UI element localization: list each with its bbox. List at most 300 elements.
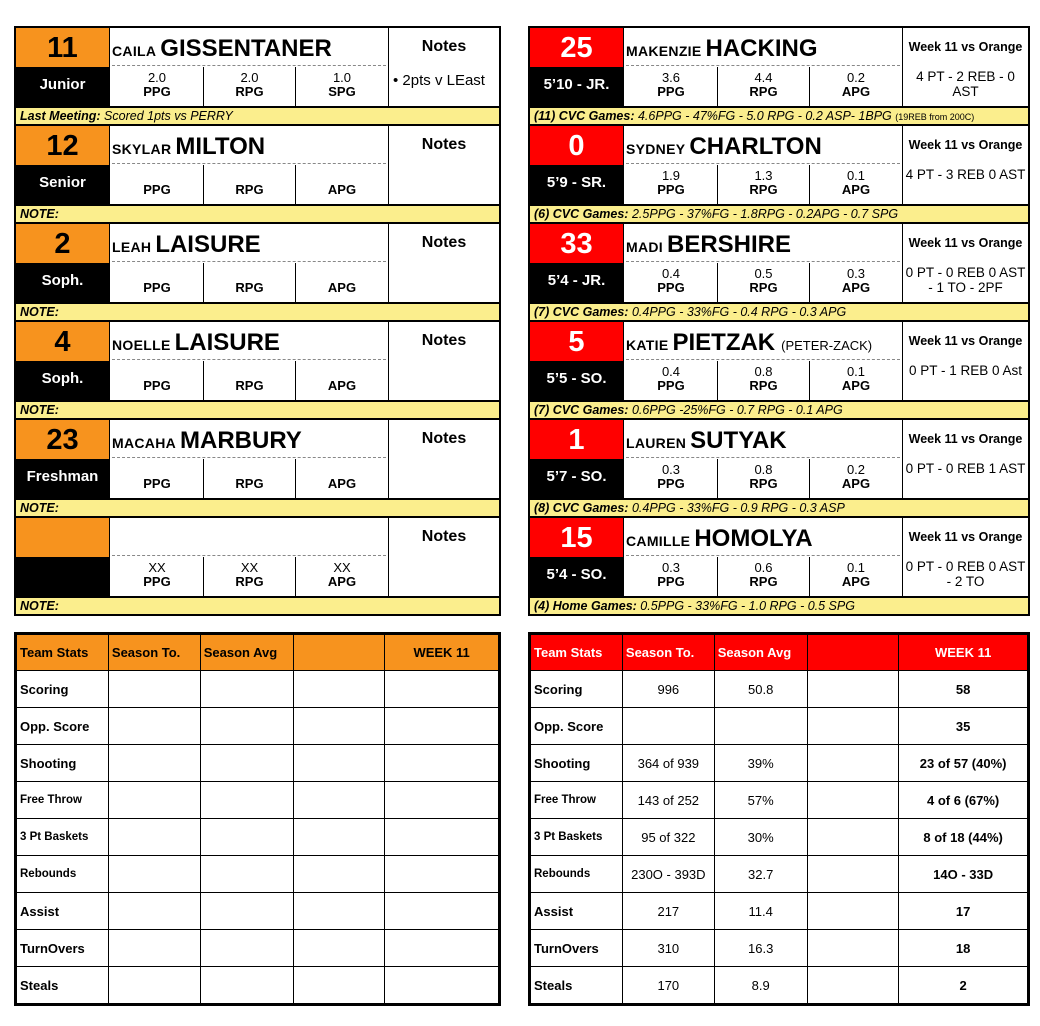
player-notes [388, 28, 499, 106]
note-label: NOTE: [20, 403, 59, 417]
team-stat-label: Free Throw [17, 782, 109, 819]
stat-label: PPG [143, 574, 171, 589]
team-stat-spacer [293, 856, 385, 893]
first-name: SKYLAR [112, 141, 172, 157]
note-label: NOTE: [20, 305, 59, 319]
player-name [112, 126, 386, 164]
team-stat-week: 17 [899, 893, 1028, 930]
stat-label: APG [327, 574, 357, 589]
player-card [16, 420, 499, 518]
player-card [530, 322, 1028, 420]
note-text: 0.4PPG - 33%FG - 0.9 RPG - 0.3 ASP [631, 501, 845, 515]
stat-value: XX [148, 560, 166, 575]
team-stat-label: TurnOvers [531, 930, 623, 967]
team-stat-spacer [293, 782, 385, 819]
jersey-number: 11 [16, 28, 110, 67]
team-stat-week [385, 930, 499, 967]
player-stat [111, 459, 204, 498]
notes-title: Week 11 vs Orange [908, 432, 1023, 446]
player-name [112, 224, 386, 262]
player-name [626, 126, 900, 164]
stat-value: 3.6 [661, 70, 681, 85]
stat-value [204, 463, 295, 477]
team-stat-week: 14O - 33D [899, 856, 1028, 893]
stat-value [111, 463, 203, 477]
team-stat-season-total [108, 782, 200, 819]
team-stat-season-total: 230O - 393D [622, 856, 714, 893]
stat-value: 0.1 [846, 168, 866, 183]
notes-body [389, 458, 499, 464]
stat-label: RPG [235, 476, 264, 491]
player-notes [902, 224, 1028, 302]
team-stat-spacer [293, 671, 385, 708]
team-stat-spacer [293, 745, 385, 782]
notes-body: 0 PT - 0 REB 0 AST - 2 TO [905, 559, 1026, 589]
team-stats-row [531, 856, 1028, 893]
team-stat-week: 23 of 57 (40%) [899, 745, 1028, 782]
jersey-number: 2 [16, 224, 110, 263]
player-class: Soph. [16, 263, 110, 302]
team-stats-header [531, 635, 1028, 671]
right-team-stats-table [528, 632, 1030, 1006]
team-stat-season-total: 95 of 322 [622, 819, 714, 856]
stat-value: 2.0 [240, 70, 259, 85]
team-stat-season-total: 996 [622, 671, 714, 708]
last-name: SUTYAK [690, 427, 787, 454]
stat-label: PPG [143, 280, 171, 295]
last-name: GISSENTANER [160, 35, 332, 62]
team-stats-header-cell [807, 635, 899, 671]
stat-label: APG [327, 378, 357, 393]
stat-value [111, 169, 203, 183]
player-card [16, 28, 499, 126]
team-stat-week [385, 893, 499, 930]
player-notes [388, 518, 499, 596]
stat-label: APG [841, 84, 871, 99]
first-name: CAMILLE [626, 533, 691, 549]
jersey-number [16, 518, 110, 557]
team-stat-spacer [807, 893, 899, 930]
stat-label: RPG [235, 84, 264, 99]
stat-label: PPG [657, 182, 685, 197]
note-text: 2.5PPG - 37%FG - 1.8RPG - 0.2APG - 0.7 SPG [631, 207, 899, 221]
stat-label: SPG [328, 84, 356, 99]
player-stat [111, 557, 204, 596]
notes-title: Notes [421, 332, 467, 349]
stat-label: RPG [749, 378, 778, 393]
player-class: 5’4 - JR. [530, 263, 624, 302]
notes-title: Notes [421, 38, 467, 55]
stat-value: 0.4 [661, 266, 681, 281]
stat-label: RPG [235, 182, 264, 197]
team-stat-season-total: 364 of 939 [622, 745, 714, 782]
team-stat-label: 3 Pt Baskets [17, 819, 109, 856]
player-stat [625, 67, 718, 106]
player-stat [718, 67, 810, 106]
note-label: NOTE: [20, 501, 59, 515]
stat-label: APG [841, 378, 871, 393]
notes-title: Notes [421, 136, 467, 153]
stat-label: PPG [657, 476, 685, 491]
player-stat [296, 557, 388, 596]
player-class: Soph. [16, 361, 110, 400]
stat-value: 1.9 [661, 168, 681, 183]
team-stat-season-total [108, 819, 200, 856]
stat-value: 1.3 [754, 168, 773, 183]
team-stat-season-avg: 8.9 [714, 967, 807, 1004]
stat-label: PPG [143, 378, 171, 393]
team-stat-label: Shooting [17, 745, 109, 782]
player-note-bar [530, 400, 1028, 418]
team-stat-label: Shooting [531, 745, 623, 782]
stat-label: RPG [749, 280, 778, 295]
team-stats-header-cell: Team Stats [17, 635, 109, 671]
team-stat-label: Scoring [531, 671, 623, 708]
team-stat-spacer [807, 708, 899, 745]
player-stat [296, 459, 388, 498]
player-card [530, 420, 1028, 518]
player-name [112, 28, 386, 66]
team-stat-season-total [108, 930, 200, 967]
team-stat-spacer [807, 745, 899, 782]
team-stat-season-total [108, 671, 200, 708]
team-stat-spacer [807, 671, 899, 708]
player-note-bar [16, 204, 499, 222]
stat-value: 2.0 [147, 70, 167, 85]
player-name [112, 518, 386, 556]
team-stat-spacer [293, 819, 385, 856]
notes-body: • 2pts v LEast [393, 72, 485, 89]
last-name: MARBURY [180, 427, 302, 454]
player-card [16, 518, 499, 616]
player-stat [296, 263, 388, 302]
player-note-bar [16, 400, 499, 418]
player-name [626, 224, 900, 262]
player-stat [296, 165, 388, 204]
player-stat [296, 361, 388, 400]
team-stat-season-avg [200, 930, 293, 967]
team-stat-season-total: 217 [622, 893, 714, 930]
stat-value: XX [240, 560, 259, 575]
player-stat [625, 557, 718, 596]
team-stat-spacer [807, 782, 899, 819]
stat-label: RPG [235, 280, 264, 295]
stat-label: APG [841, 574, 871, 589]
player-class: 5’4 - SO. [530, 557, 624, 596]
player-note-bar [530, 596, 1028, 614]
left-roster-panel [14, 26, 501, 616]
first-name: LAUREN [626, 435, 687, 451]
jersey-number: 0 [530, 126, 624, 165]
player-notes [388, 126, 499, 204]
team-stats-row [17, 708, 499, 745]
last-name: LAISURE [155, 231, 261, 258]
note-label: (11) CVC Games: [534, 109, 635, 123]
team-stat-season-avg [200, 708, 293, 745]
player-name [626, 518, 900, 556]
player-card [530, 126, 1028, 224]
team-stat-spacer [807, 819, 899, 856]
team-stat-spacer [293, 708, 385, 745]
team-stat-season-avg: 16.3 [714, 930, 807, 967]
stat-label: RPG [749, 476, 778, 491]
stat-value: 0.5 [754, 266, 773, 281]
player-note-bar [530, 302, 1028, 320]
note-label: (8) CVC Games: [534, 501, 629, 515]
notes-body: 4 PT - 2 REB - 0 AST [916, 69, 1015, 99]
stat-label: PPG [657, 378, 685, 393]
stat-label: PPG [143, 476, 171, 491]
stat-value: 0.1 [846, 560, 866, 575]
stat-value: 0.6 [754, 560, 773, 575]
team-stats-header-cell: WEEK 11 [385, 635, 499, 671]
player-card [16, 224, 499, 322]
jersey-number: 25 [530, 28, 624, 67]
notes-body [389, 164, 499, 170]
team-stat-label: Opp. Score [531, 708, 623, 745]
stat-value [204, 267, 295, 281]
team-stat-season-avg: 30% [714, 819, 807, 856]
team-stats-grid [530, 634, 1028, 1004]
stat-value [296, 267, 388, 281]
stat-value: 1.0 [332, 70, 352, 85]
player-card [16, 322, 499, 420]
team-stats-header-cell [293, 635, 385, 671]
stat-label: APG [841, 280, 871, 295]
player-stat [204, 557, 296, 596]
team-stat-season-avg: 57% [714, 782, 807, 819]
stat-value [296, 169, 388, 183]
team-stat-season-avg [714, 708, 807, 745]
notes-title: Week 11 vs Orange [908, 236, 1023, 250]
team-stat-season-total [622, 708, 714, 745]
player-note-bar [16, 596, 499, 614]
player-card [530, 224, 1028, 322]
team-stats-row [531, 930, 1028, 967]
team-stat-spacer [807, 930, 899, 967]
last-name: PIETZAK [672, 329, 776, 356]
last-name: HOMOLYA [694, 525, 813, 552]
team-stat-label: TurnOvers [17, 930, 109, 967]
stat-value: 0.4 [661, 364, 681, 379]
team-stats-row [531, 745, 1028, 782]
team-stat-label: Steals [531, 967, 623, 1004]
team-stat-week: 8 of 18 (44%) [899, 819, 1028, 856]
note-small: (19REB from 200C) [895, 112, 975, 122]
team-stat-label: Opp. Score [17, 708, 109, 745]
team-stat-season-avg: 50.8 [714, 671, 807, 708]
stat-label: APG [327, 476, 357, 491]
team-stat-label: Steals [17, 967, 109, 1004]
note-label: (6) CVC Games: [534, 207, 629, 221]
player-note-bar [530, 106, 1028, 124]
team-stat-week: 4 of 6 (67%) [899, 782, 1028, 819]
team-stats-row [17, 819, 499, 856]
player-class: Freshman [16, 459, 110, 498]
note-label: NOTE: [20, 599, 59, 613]
player-note-bar [16, 302, 499, 320]
first-name: CAILA [112, 43, 157, 59]
stat-label: RPG [749, 182, 778, 197]
team-stat-label: Rebounds [17, 856, 109, 893]
stat-label: RPG [235, 574, 264, 589]
player-stat [810, 67, 902, 106]
team-stats-header-cell: WEEK 11 [899, 635, 1028, 671]
notes-body [389, 360, 499, 366]
player-name [626, 28, 900, 66]
team-stats-row [531, 671, 1028, 708]
player-notes [902, 322, 1028, 400]
team-stats-grid [16, 634, 499, 1004]
player-stat [625, 165, 718, 204]
team-stat-week: 35 [899, 708, 1028, 745]
stat-label: RPG [749, 574, 778, 589]
stat-label: RPG [749, 84, 778, 99]
team-stat-season-total: 310 [622, 930, 714, 967]
player-stat [810, 263, 902, 302]
jersey-number: 23 [16, 420, 110, 459]
note-label: NOTE: [20, 207, 59, 221]
team-stat-week [385, 967, 499, 1004]
stat-label: APG [841, 182, 871, 197]
player-stat [625, 263, 718, 302]
player-stat [625, 459, 718, 498]
notes-title: Notes [421, 234, 467, 251]
team-stat-season-avg [200, 671, 293, 708]
team-stat-week: 58 [899, 671, 1028, 708]
note-text: 4.6PPG - 47%FG - 5.0 RPG - 0.2 ASP- 1BPG [637, 109, 892, 123]
team-stats-row [17, 782, 499, 819]
jersey-number: 4 [16, 322, 110, 361]
stat-value: 0.8 [754, 364, 773, 379]
stat-value: 4.4 [754, 70, 773, 85]
player-stat [204, 263, 296, 302]
notes-title: Notes [421, 528, 467, 545]
team-stat-season-avg [200, 967, 293, 1004]
team-stat-week [385, 782, 499, 819]
team-stat-season-total [108, 893, 200, 930]
team-stat-week: 18 [899, 930, 1028, 967]
first-name: NOELLE [112, 337, 171, 353]
player-stat [718, 361, 810, 400]
team-stats-row [531, 782, 1028, 819]
player-stat [718, 557, 810, 596]
player-note-bar [16, 106, 499, 124]
note-text: 0.6PPG -25%FG - 0.7 RPG - 0.1 APG [631, 403, 843, 417]
first-name: MACAHA [112, 435, 177, 451]
first-name: MADI [626, 239, 663, 255]
team-stat-season-avg [200, 893, 293, 930]
team-stats-row [17, 967, 499, 1004]
stat-value [204, 169, 295, 183]
player-class: Senior [16, 165, 110, 204]
team-stats-row [531, 893, 1028, 930]
team-stats-header-cell: Team Stats [531, 635, 623, 671]
jersey-number: 15 [530, 518, 624, 557]
notes-body: 0 PT - 0 REB 0 AST - 1 TO - 2PF [905, 265, 1026, 295]
team-stat-spacer [293, 930, 385, 967]
team-stat-season-total [108, 745, 200, 782]
stat-value: XX [333, 560, 351, 575]
player-stat [111, 165, 204, 204]
team-stat-season-total [108, 967, 200, 1004]
team-stat-season-avg: 39% [714, 745, 807, 782]
note-text: 0.5PPG - 33%FG - 1.0 RPG - 0.5 SPG [640, 599, 855, 613]
team-stat-week [385, 745, 499, 782]
player-notes [902, 518, 1028, 596]
team-stat-spacer [293, 893, 385, 930]
stat-value: 0.2 [846, 70, 866, 85]
stat-label: APG [841, 476, 871, 491]
player-note-bar [530, 498, 1028, 516]
team-stats-header-cell: Season To. [108, 635, 200, 671]
first-name: LEAH [112, 239, 152, 255]
team-stat-season-avg [200, 745, 293, 782]
player-name [626, 420, 900, 458]
notes-title: Week 11 vs Orange [908, 138, 1023, 152]
player-stat [111, 67, 204, 106]
player-name [112, 322, 386, 360]
player-notes [388, 420, 499, 498]
stat-value: 0.1 [846, 364, 866, 379]
player-stat [810, 361, 902, 400]
last-name: CHARLTON [689, 133, 822, 160]
team-stat-week: 2 [899, 967, 1028, 1004]
team-stat-label: Assist [17, 893, 109, 930]
team-stat-season-avg: 32.7 [714, 856, 807, 893]
jersey-number: 12 [16, 126, 110, 165]
player-card [16, 126, 499, 224]
player-stat [204, 165, 296, 204]
jersey-number: 1 [530, 420, 624, 459]
stat-value: 0.3 [846, 266, 866, 281]
team-stat-season-avg [200, 856, 293, 893]
player-card [530, 518, 1028, 616]
player-name [626, 322, 900, 360]
stat-value [111, 267, 203, 281]
player-stat [204, 459, 296, 498]
stat-label: APG [327, 280, 357, 295]
team-stat-week [385, 708, 499, 745]
notes-body: 4 PT - 3 REB 0 AST [905, 167, 1026, 182]
stat-value: 0.8 [754, 462, 773, 477]
right-roster-panel [528, 26, 1030, 616]
left-team-stats-table [14, 632, 501, 1006]
team-stat-week [385, 856, 499, 893]
player-class: 5’7 - SO. [530, 459, 624, 498]
stat-value: 0.2 [846, 462, 866, 477]
player-notes [902, 126, 1028, 204]
team-stat-week [385, 819, 499, 856]
team-stats-header-cell: Season To. [622, 635, 714, 671]
stat-label: PPG [657, 280, 685, 295]
stat-value [204, 365, 295, 379]
player-stat [111, 361, 204, 400]
team-stat-season-total [108, 708, 200, 745]
stat-label: APG [327, 182, 357, 197]
player-notes [902, 420, 1028, 498]
notes-title: Notes [421, 430, 467, 447]
player-stat [718, 263, 810, 302]
notes-body [389, 556, 499, 562]
team-stats-header-cell: Season Avg [714, 635, 807, 671]
player-stat [204, 361, 296, 400]
team-stat-season-total [108, 856, 200, 893]
first-name: KATIE [626, 337, 669, 353]
team-stats-row [531, 708, 1028, 745]
note-label: (7) CVC Games: [534, 403, 629, 417]
team-stats-row [531, 967, 1028, 1004]
